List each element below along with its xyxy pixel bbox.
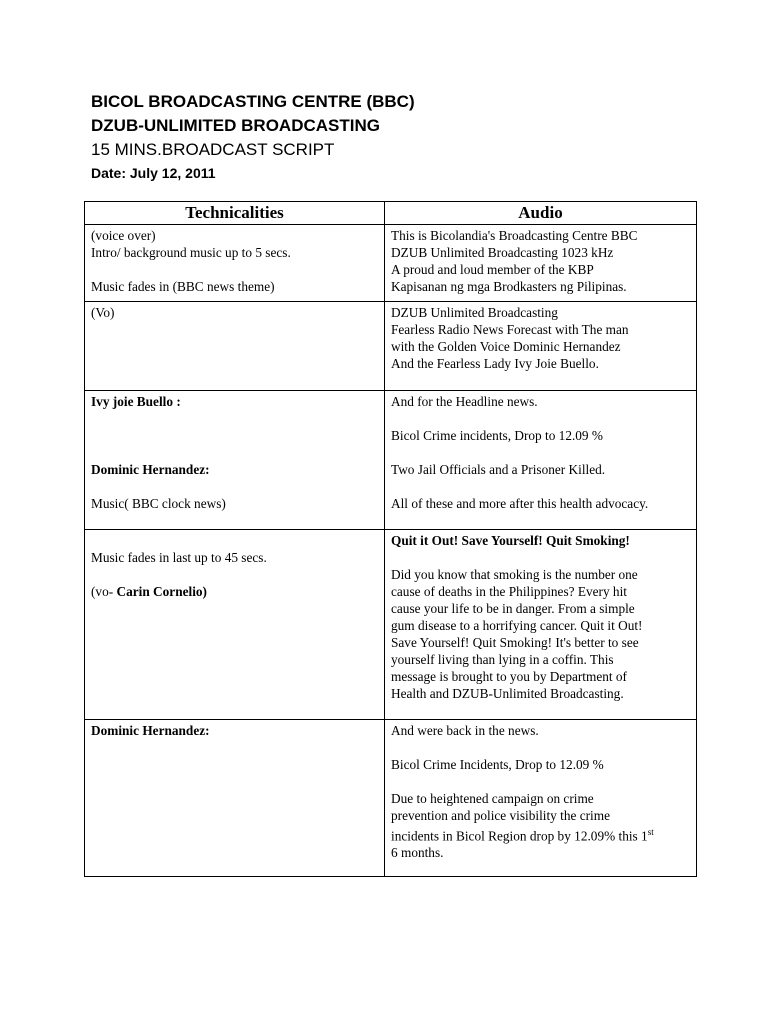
audio-line: Fearless Radio News Forecast with The man [391,322,629,337]
table-row [85,530,697,720]
vo-prefix: (vo- [91,584,117,599]
station-title: BICOL BROADCASTING CENTRE (BBC) [91,92,415,111]
audio-cell [385,225,697,302]
script-date: Date: July 12, 2011 [91,165,216,181]
audio-line: with the Golden Voice Dominic Hernandez [391,339,621,354]
audio-line: Health and DZUB-Unlimited Broadcasting. [391,686,624,701]
audio-line: Bicol Crime incidents, Drop to 12.09 % [391,428,603,443]
tech-line: Intro/ background music up to 5 secs. [91,245,291,260]
audio-line: DZUB Unlimited Broadcasting [391,305,558,320]
audio-line: And were back in the news. [391,723,539,738]
technicalities-cell [85,302,385,391]
script-table [84,201,697,877]
speaker-label: Dominic Hernandez: [91,723,210,738]
speaker-label: Ivy joie Buello : [91,394,181,409]
audio-line: All of these and more after this health advocacy. [391,496,649,511]
audio-cell [385,391,697,530]
tech-line: (voice over) [91,228,156,243]
audio-line: Save Yourself! Quit Smoking! It's better to see [391,635,639,650]
audio-cell [385,302,697,391]
audio-line: cause of deaths in the Philippines? Every hit [391,584,627,599]
tech-line: Music fades in last up to 45 secs. [91,550,267,565]
audio-line: And for the Headline news. [391,394,538,409]
audio-line: cause your life to be in danger. From a simple [391,601,635,616]
audio-line: Due to heightened campaign on crime [391,791,594,806]
audio-cell [385,530,697,720]
table-row [85,302,697,391]
table-row [85,225,697,302]
audio-line: And the Fearless Lady Ivy Joie Buello. [391,356,599,371]
advocacy-title: Quit it Out! Save Yourself! Quit Smoking! [391,533,630,548]
speaker-label: Dominic Hernandez: [91,462,210,477]
audio-text: incidents in Bicol Region drop by 12.09% this 1 [391,828,648,844]
audio-line: prevention and police visibility the crime [391,808,610,823]
technicalities-cell [85,225,385,302]
table-row [85,391,697,530]
audio-line: DZUB Unlimited Broadcasting 1023 kHz [391,245,614,260]
technicalities-cell [85,720,385,877]
audio-line: message is brought to you by Department of [391,669,627,684]
audio-line [391,824,690,844]
tech-line: Music fades in (BBC news theme) [91,279,275,294]
audio-line: yourself living than lying in a coffin. This [391,652,614,667]
technicalities-cell [85,391,385,530]
document-header [91,90,415,184]
audio-line: Two Jail Officials and a Prisoner Killed. [391,462,606,477]
tech-line: Music( BBC clock news) [91,496,226,511]
audio-line: Bicol Crime Incidents, Drop to 12.09 % [391,757,604,772]
script-title: 15 MINS.BROADCAST SCRIPT [91,140,335,159]
audio-cell [385,720,697,877]
table-header-row [85,202,697,225]
tech-line: (Vo) [91,305,115,320]
table-row [85,720,697,877]
audio-line: Did you know that smoking is the number one [391,567,638,582]
audio-line: This is Bicolandia's Broadcasting Centre BBC [391,228,638,243]
technicalities-cell [85,530,385,720]
column-header-technicalities: Technicalities [85,202,385,225]
column-header-audio: Audio [385,202,697,225]
audio-line: Kapisanan ng mga Brodkasters ng Pilipinas. [391,279,627,294]
ordinal-suffix: st [647,827,654,837]
tech-line [91,583,378,600]
audio-line: gum disease to a horrifying cancer. Quit it Out! [391,618,643,633]
audio-line: A proud and loud member of the KBP [391,262,594,277]
station-subtitle: DZUB-UNLIMITED BROADCASTING [91,116,380,135]
speaker-label: Carin Cornelio) [116,584,207,599]
audio-line: 6 months. [391,845,444,861]
